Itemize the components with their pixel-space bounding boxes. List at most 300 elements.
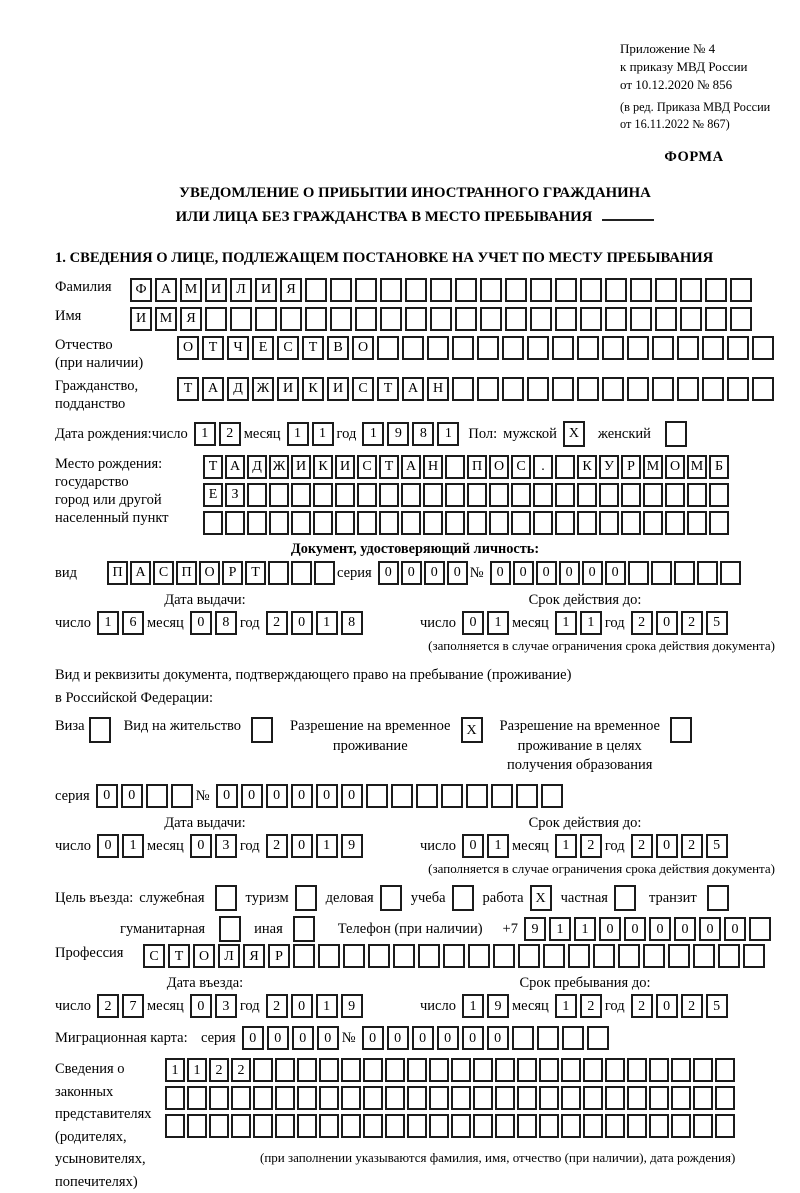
cell[interactable]: Д (227, 377, 249, 401)
cell[interactable] (269, 483, 289, 507)
cell[interactable]: 6 (122, 611, 144, 635)
cell[interactable] (319, 1086, 339, 1110)
cell[interactable] (643, 511, 663, 535)
cell[interactable] (517, 1086, 537, 1110)
cell[interactable]: 2 (209, 1058, 229, 1082)
stay-doc-series-cells[interactable] (96, 784, 196, 808)
cell[interactable]: 1 (549, 917, 571, 941)
cell[interactable]: 1 (487, 834, 509, 858)
cell[interactable]: 7 (122, 994, 144, 1018)
cell[interactable] (495, 1114, 515, 1138)
cell[interactable] (599, 483, 619, 507)
cell[interactable] (580, 307, 602, 331)
cell[interactable] (627, 1086, 647, 1110)
cell[interactable] (89, 717, 111, 743)
cell[interactable] (502, 377, 524, 401)
cell[interactable]: 0 (656, 994, 678, 1018)
cell[interactable]: П (467, 455, 487, 479)
stay-doc-issue-year-cells[interactable] (266, 834, 366, 858)
cell[interactable] (583, 1114, 603, 1138)
cell[interactable] (393, 944, 415, 968)
cell[interactable]: 1 (194, 422, 216, 446)
cell[interactable] (455, 307, 477, 331)
cell[interactable]: И (327, 377, 349, 401)
cell[interactable] (280, 307, 302, 331)
cell[interactable] (379, 511, 399, 535)
cell[interactable]: 1 (437, 422, 459, 446)
cell[interactable] (477, 377, 499, 401)
cell[interactable]: К (302, 377, 324, 401)
cell[interactable]: 0 (513, 561, 534, 585)
cell[interactable] (665, 483, 685, 507)
cell[interactable] (749, 917, 771, 941)
cell[interactable]: 0 (291, 834, 313, 858)
cell[interactable] (555, 307, 577, 331)
cell[interactable] (480, 307, 502, 331)
cell[interactable] (452, 377, 474, 401)
cell[interactable] (247, 483, 267, 507)
cell[interactable]: И (335, 455, 355, 479)
cell[interactable] (518, 944, 540, 968)
cell[interactable]: 9 (487, 994, 509, 1018)
cell[interactable] (363, 1086, 383, 1110)
cell[interactable] (275, 1114, 295, 1138)
cell[interactable] (605, 1114, 625, 1138)
cell[interactable]: О (352, 336, 374, 360)
cell[interactable]: 2 (266, 834, 288, 858)
cell[interactable] (668, 944, 690, 968)
cell[interactable] (445, 455, 465, 479)
purpose-business-checkbox[interactable] (380, 885, 405, 911)
purpose-tourism-checkbox[interactable] (295, 885, 320, 911)
cell[interactable] (537, 1026, 559, 1050)
cell[interactable] (512, 1026, 534, 1050)
cell[interactable] (318, 944, 340, 968)
cell[interactable]: 0 (190, 994, 212, 1018)
cell[interactable]: 0 (674, 917, 696, 941)
cell[interactable] (391, 784, 413, 808)
stay-doc-valid-day-cells[interactable] (462, 834, 512, 858)
cell[interactable] (468, 944, 490, 968)
cell[interactable]: Ч (227, 336, 249, 360)
cell[interactable] (341, 1058, 361, 1082)
cell[interactable] (407, 1114, 427, 1138)
cell[interactable]: О (193, 944, 215, 968)
cell[interactable] (297, 1114, 317, 1138)
cell[interactable]: С (153, 561, 174, 585)
cell[interactable] (693, 1058, 713, 1082)
cell[interactable] (627, 1058, 647, 1082)
cell[interactable] (187, 1114, 207, 1138)
cell[interactable] (539, 1114, 559, 1138)
cell[interactable]: Ж (269, 455, 289, 479)
cell[interactable]: 0 (266, 784, 288, 808)
cell[interactable] (562, 1026, 584, 1050)
cell[interactable] (671, 1086, 691, 1110)
cell[interactable] (621, 483, 641, 507)
cell[interactable]: 0 (316, 784, 338, 808)
cell[interactable]: 0 (490, 561, 511, 585)
cell[interactable] (430, 278, 452, 302)
cell[interactable]: 0 (291, 784, 313, 808)
cell[interactable] (275, 1058, 295, 1082)
cell[interactable] (355, 278, 377, 302)
cell[interactable] (602, 377, 624, 401)
cell[interactable]: 2 (97, 994, 119, 1018)
cell[interactable]: 9 (524, 917, 546, 941)
stay-doc-number-cells[interactable] (216, 784, 566, 808)
cell[interactable] (295, 885, 317, 911)
cell[interactable]: О (665, 455, 685, 479)
cell[interactable] (677, 336, 699, 360)
cell[interactable]: 2 (231, 1058, 251, 1082)
cell[interactable] (230, 307, 252, 331)
cell[interactable] (539, 1058, 559, 1082)
cell[interactable]: Я (280, 278, 302, 302)
cell[interactable]: 1 (187, 1058, 207, 1082)
cell[interactable] (330, 278, 352, 302)
cell[interactable]: 0 (462, 1026, 484, 1050)
cell[interactable] (697, 561, 718, 585)
cell[interactable] (405, 307, 427, 331)
cell[interactable]: 0 (559, 561, 580, 585)
cell[interactable] (555, 455, 575, 479)
cell[interactable]: 0 (401, 561, 422, 585)
cell[interactable] (441, 784, 463, 808)
cell[interactable]: 2 (266, 611, 288, 635)
cell[interactable] (517, 1058, 537, 1082)
cell[interactable]: О (199, 561, 220, 585)
doc-number-cells[interactable] (490, 561, 743, 585)
representatives-cells-1[interactable] (165, 1058, 737, 1082)
cell[interactable] (670, 717, 692, 743)
cell[interactable] (385, 1114, 405, 1138)
cell[interactable]: Е (252, 336, 274, 360)
cell[interactable]: В (327, 336, 349, 360)
cell[interactable]: 3 (215, 834, 237, 858)
cell[interactable] (577, 377, 599, 401)
cell[interactable] (377, 336, 399, 360)
cell[interactable] (489, 483, 509, 507)
cell[interactable]: 2 (631, 834, 653, 858)
birth-place-cells-1[interactable] (203, 455, 731, 479)
cell[interactable] (165, 1086, 185, 1110)
cell[interactable] (602, 336, 624, 360)
cell[interactable] (665, 421, 687, 447)
birth-place-cells-2[interactable] (203, 483, 731, 507)
option-visa-checkbox[interactable] (89, 717, 114, 743)
cell[interactable] (445, 511, 465, 535)
cell[interactable]: А (130, 561, 151, 585)
cell[interactable] (752, 377, 774, 401)
cell[interactable] (187, 1086, 207, 1110)
cell[interactable]: П (107, 561, 128, 585)
cell[interactable]: 2 (631, 611, 653, 635)
cell[interactable]: 0 (387, 1026, 409, 1050)
cell[interactable]: 0 (487, 1026, 509, 1050)
cell[interactable]: 0 (599, 917, 621, 941)
cell[interactable] (293, 944, 315, 968)
doc-issue-day-cells[interactable] (97, 611, 147, 635)
cell[interactable]: X (563, 421, 585, 447)
cell[interactable] (231, 1086, 251, 1110)
cell[interactable] (319, 1058, 339, 1082)
cell[interactable]: 0 (624, 917, 646, 941)
stay-doc-valid-month-cells[interactable] (555, 834, 605, 858)
cell[interactable]: 0 (216, 784, 238, 808)
cell[interactable]: 0 (121, 784, 143, 808)
cell[interactable] (165, 1114, 185, 1138)
cell[interactable] (363, 1058, 383, 1082)
cell[interactable] (313, 511, 333, 535)
cell[interactable] (305, 307, 327, 331)
entry-day-cells[interactable] (97, 994, 147, 1018)
cell[interactable] (268, 561, 289, 585)
cell[interactable]: Т (177, 377, 199, 401)
cell[interactable] (752, 336, 774, 360)
cell[interactable] (705, 307, 727, 331)
migration-series-cells[interactable] (242, 1026, 342, 1050)
cell[interactable] (363, 1114, 383, 1138)
cell[interactable]: 3 (215, 994, 237, 1018)
migration-number-cells[interactable] (362, 1026, 612, 1050)
cell[interactable] (445, 483, 465, 507)
stay-month-cells[interactable] (555, 994, 605, 1018)
cell[interactable] (380, 307, 402, 331)
cell[interactable] (203, 511, 223, 535)
cell[interactable] (730, 278, 752, 302)
cell[interactable] (715, 1114, 735, 1138)
cell[interactable] (583, 1058, 603, 1082)
cell[interactable] (561, 1114, 581, 1138)
cell[interactable]: X (530, 885, 552, 911)
cell[interactable] (429, 1086, 449, 1110)
cell[interactable] (401, 483, 421, 507)
cell[interactable]: 0 (536, 561, 557, 585)
cell[interactable] (423, 483, 443, 507)
cell[interactable] (418, 944, 440, 968)
cell[interactable] (385, 1058, 405, 1082)
cell[interactable]: Р (222, 561, 243, 585)
cell[interactable] (480, 278, 502, 302)
cell[interactable] (687, 511, 707, 535)
sex-female-checkbox[interactable] (665, 421, 690, 447)
cell[interactable]: 2 (266, 994, 288, 1018)
cell[interactable]: 0 (649, 917, 671, 941)
sex-male-checkbox[interactable] (563, 421, 588, 447)
cell[interactable] (451, 1058, 471, 1082)
cell[interactable]: Ж (252, 377, 274, 401)
cell[interactable] (614, 885, 636, 911)
cell[interactable] (467, 511, 487, 535)
cell[interactable] (707, 885, 729, 911)
cell[interactable] (505, 278, 527, 302)
cell[interactable] (291, 511, 311, 535)
cell[interactable]: Я (180, 307, 202, 331)
birth-year-cells[interactable] (362, 422, 462, 446)
cell[interactable]: Р (621, 455, 641, 479)
cell[interactable] (251, 717, 273, 743)
cell[interactable]: Л (218, 944, 240, 968)
cell[interactable]: 0 (267, 1026, 289, 1050)
cell[interactable]: 0 (190, 611, 212, 635)
cell[interactable] (493, 944, 515, 968)
cell[interactable]: 2 (681, 994, 703, 1018)
cell[interactable] (677, 377, 699, 401)
birth-month-cells[interactable] (287, 422, 337, 446)
cell[interactable]: И (205, 278, 227, 302)
cell[interactable] (452, 336, 474, 360)
cell[interactable]: Р (268, 944, 290, 968)
cell[interactable]: А (202, 377, 224, 401)
cell[interactable] (652, 336, 674, 360)
cell[interactable] (171, 784, 193, 808)
cell[interactable]: З (225, 483, 245, 507)
option-residence-permit-checkbox[interactable] (251, 717, 276, 743)
cell[interactable]: А (402, 377, 424, 401)
cell[interactable]: 1 (97, 611, 119, 635)
cell[interactable]: Ф (130, 278, 152, 302)
cell[interactable]: 0 (462, 611, 484, 635)
cell[interactable] (621, 511, 641, 535)
cell[interactable] (402, 336, 424, 360)
cell[interactable]: О (489, 455, 509, 479)
cell[interactable] (727, 336, 749, 360)
cell[interactable]: 0 (699, 917, 721, 941)
cell[interactable] (655, 307, 677, 331)
cell[interactable] (473, 1086, 493, 1110)
cell[interactable] (655, 278, 677, 302)
cell[interactable]: С (352, 377, 374, 401)
doc-series-cells[interactable] (378, 561, 470, 585)
cell[interactable] (335, 511, 355, 535)
cell[interactable]: 1 (574, 917, 596, 941)
option-temp-residence-education-checkbox[interactable] (670, 717, 695, 743)
cell[interactable]: 2 (681, 834, 703, 858)
cell[interactable]: А (225, 455, 245, 479)
cell[interactable] (511, 483, 531, 507)
cell[interactable]: 5 (706, 611, 728, 635)
cell[interactable] (314, 561, 335, 585)
cell[interactable] (467, 483, 487, 507)
cell[interactable] (443, 944, 465, 968)
cell[interactable]: 1 (165, 1058, 185, 1082)
cell[interactable] (561, 1058, 581, 1082)
cell[interactable] (743, 944, 765, 968)
cell[interactable]: Т (379, 455, 399, 479)
cell[interactable]: И (255, 278, 277, 302)
cell[interactable] (297, 1058, 317, 1082)
birth-place-cells-3[interactable] (203, 511, 731, 535)
cell[interactable] (674, 561, 695, 585)
purpose-study-checkbox[interactable] (452, 885, 477, 911)
cell[interactable] (630, 307, 652, 331)
cell[interactable] (466, 784, 488, 808)
phone-cells[interactable] (524, 917, 774, 941)
cell[interactable] (649, 1086, 669, 1110)
cell[interactable] (555, 483, 575, 507)
cell[interactable]: 0 (317, 1026, 339, 1050)
stay-year-cells[interactable] (631, 994, 731, 1018)
cell[interactable]: Т (202, 336, 224, 360)
cell[interactable] (451, 1086, 471, 1110)
cell[interactable]: И (277, 377, 299, 401)
cell[interactable]: 0 (378, 561, 399, 585)
entry-month-cells[interactable] (190, 994, 240, 1018)
cell[interactable]: 2 (580, 834, 602, 858)
cell[interactable]: А (155, 278, 177, 302)
cell[interactable] (505, 307, 527, 331)
cell[interactable] (489, 511, 509, 535)
cell[interactable] (293, 916, 315, 942)
cell[interactable]: С (143, 944, 165, 968)
cell[interactable]: 0 (656, 834, 678, 858)
cell[interactable] (649, 1114, 669, 1138)
entry-year-cells[interactable] (266, 994, 366, 1018)
cell[interactable] (452, 885, 474, 911)
cell[interactable] (495, 1058, 515, 1082)
cell[interactable] (702, 377, 724, 401)
cell[interactable] (357, 483, 377, 507)
cell[interactable] (541, 784, 563, 808)
cell[interactable] (671, 1058, 691, 1082)
cell[interactable]: 9 (341, 994, 363, 1018)
cell[interactable] (231, 1114, 251, 1138)
cell[interactable]: . (533, 455, 553, 479)
cell[interactable] (680, 278, 702, 302)
cell[interactable] (253, 1058, 273, 1082)
cell[interactable]: 0 (412, 1026, 434, 1050)
cell[interactable]: 1 (316, 994, 338, 1018)
stay-day-cells[interactable] (462, 994, 512, 1018)
cell[interactable]: И (130, 307, 152, 331)
cell[interactable]: Т (168, 944, 190, 968)
cell[interactable]: 1 (362, 422, 384, 446)
cell[interactable]: 9 (341, 834, 363, 858)
cell[interactable]: 8 (215, 611, 237, 635)
representatives-cells-2[interactable] (165, 1086, 737, 1110)
cell[interactable]: У (599, 455, 619, 479)
cell[interactable]: К (577, 455, 597, 479)
cell[interactable] (705, 278, 727, 302)
cell[interactable]: Н (427, 377, 449, 401)
cell[interactable] (343, 944, 365, 968)
cell[interactable]: 0 (341, 784, 363, 808)
cell[interactable]: 0 (656, 611, 678, 635)
cell[interactable] (385, 1086, 405, 1110)
cell[interactable]: 0 (462, 834, 484, 858)
cell[interactable]: С (357, 455, 377, 479)
cell[interactable]: 0 (292, 1026, 314, 1050)
cell[interactable] (568, 944, 590, 968)
cell[interactable] (715, 1058, 735, 1082)
cell[interactable] (407, 1058, 427, 1082)
cell[interactable] (255, 307, 277, 331)
cell[interactable]: 5 (706, 994, 728, 1018)
cell[interactable] (530, 278, 552, 302)
cell[interactable]: 0 (605, 561, 626, 585)
cell[interactable]: 0 (362, 1026, 384, 1050)
cell[interactable] (543, 944, 565, 968)
cell[interactable] (702, 336, 724, 360)
cell[interactable]: 8 (341, 611, 363, 635)
cell[interactable] (517, 1114, 537, 1138)
cell[interactable]: С (511, 455, 531, 479)
cell[interactable]: Т (377, 377, 399, 401)
cell[interactable] (429, 1114, 449, 1138)
cell[interactable]: 1 (316, 611, 338, 635)
cell[interactable] (430, 307, 452, 331)
